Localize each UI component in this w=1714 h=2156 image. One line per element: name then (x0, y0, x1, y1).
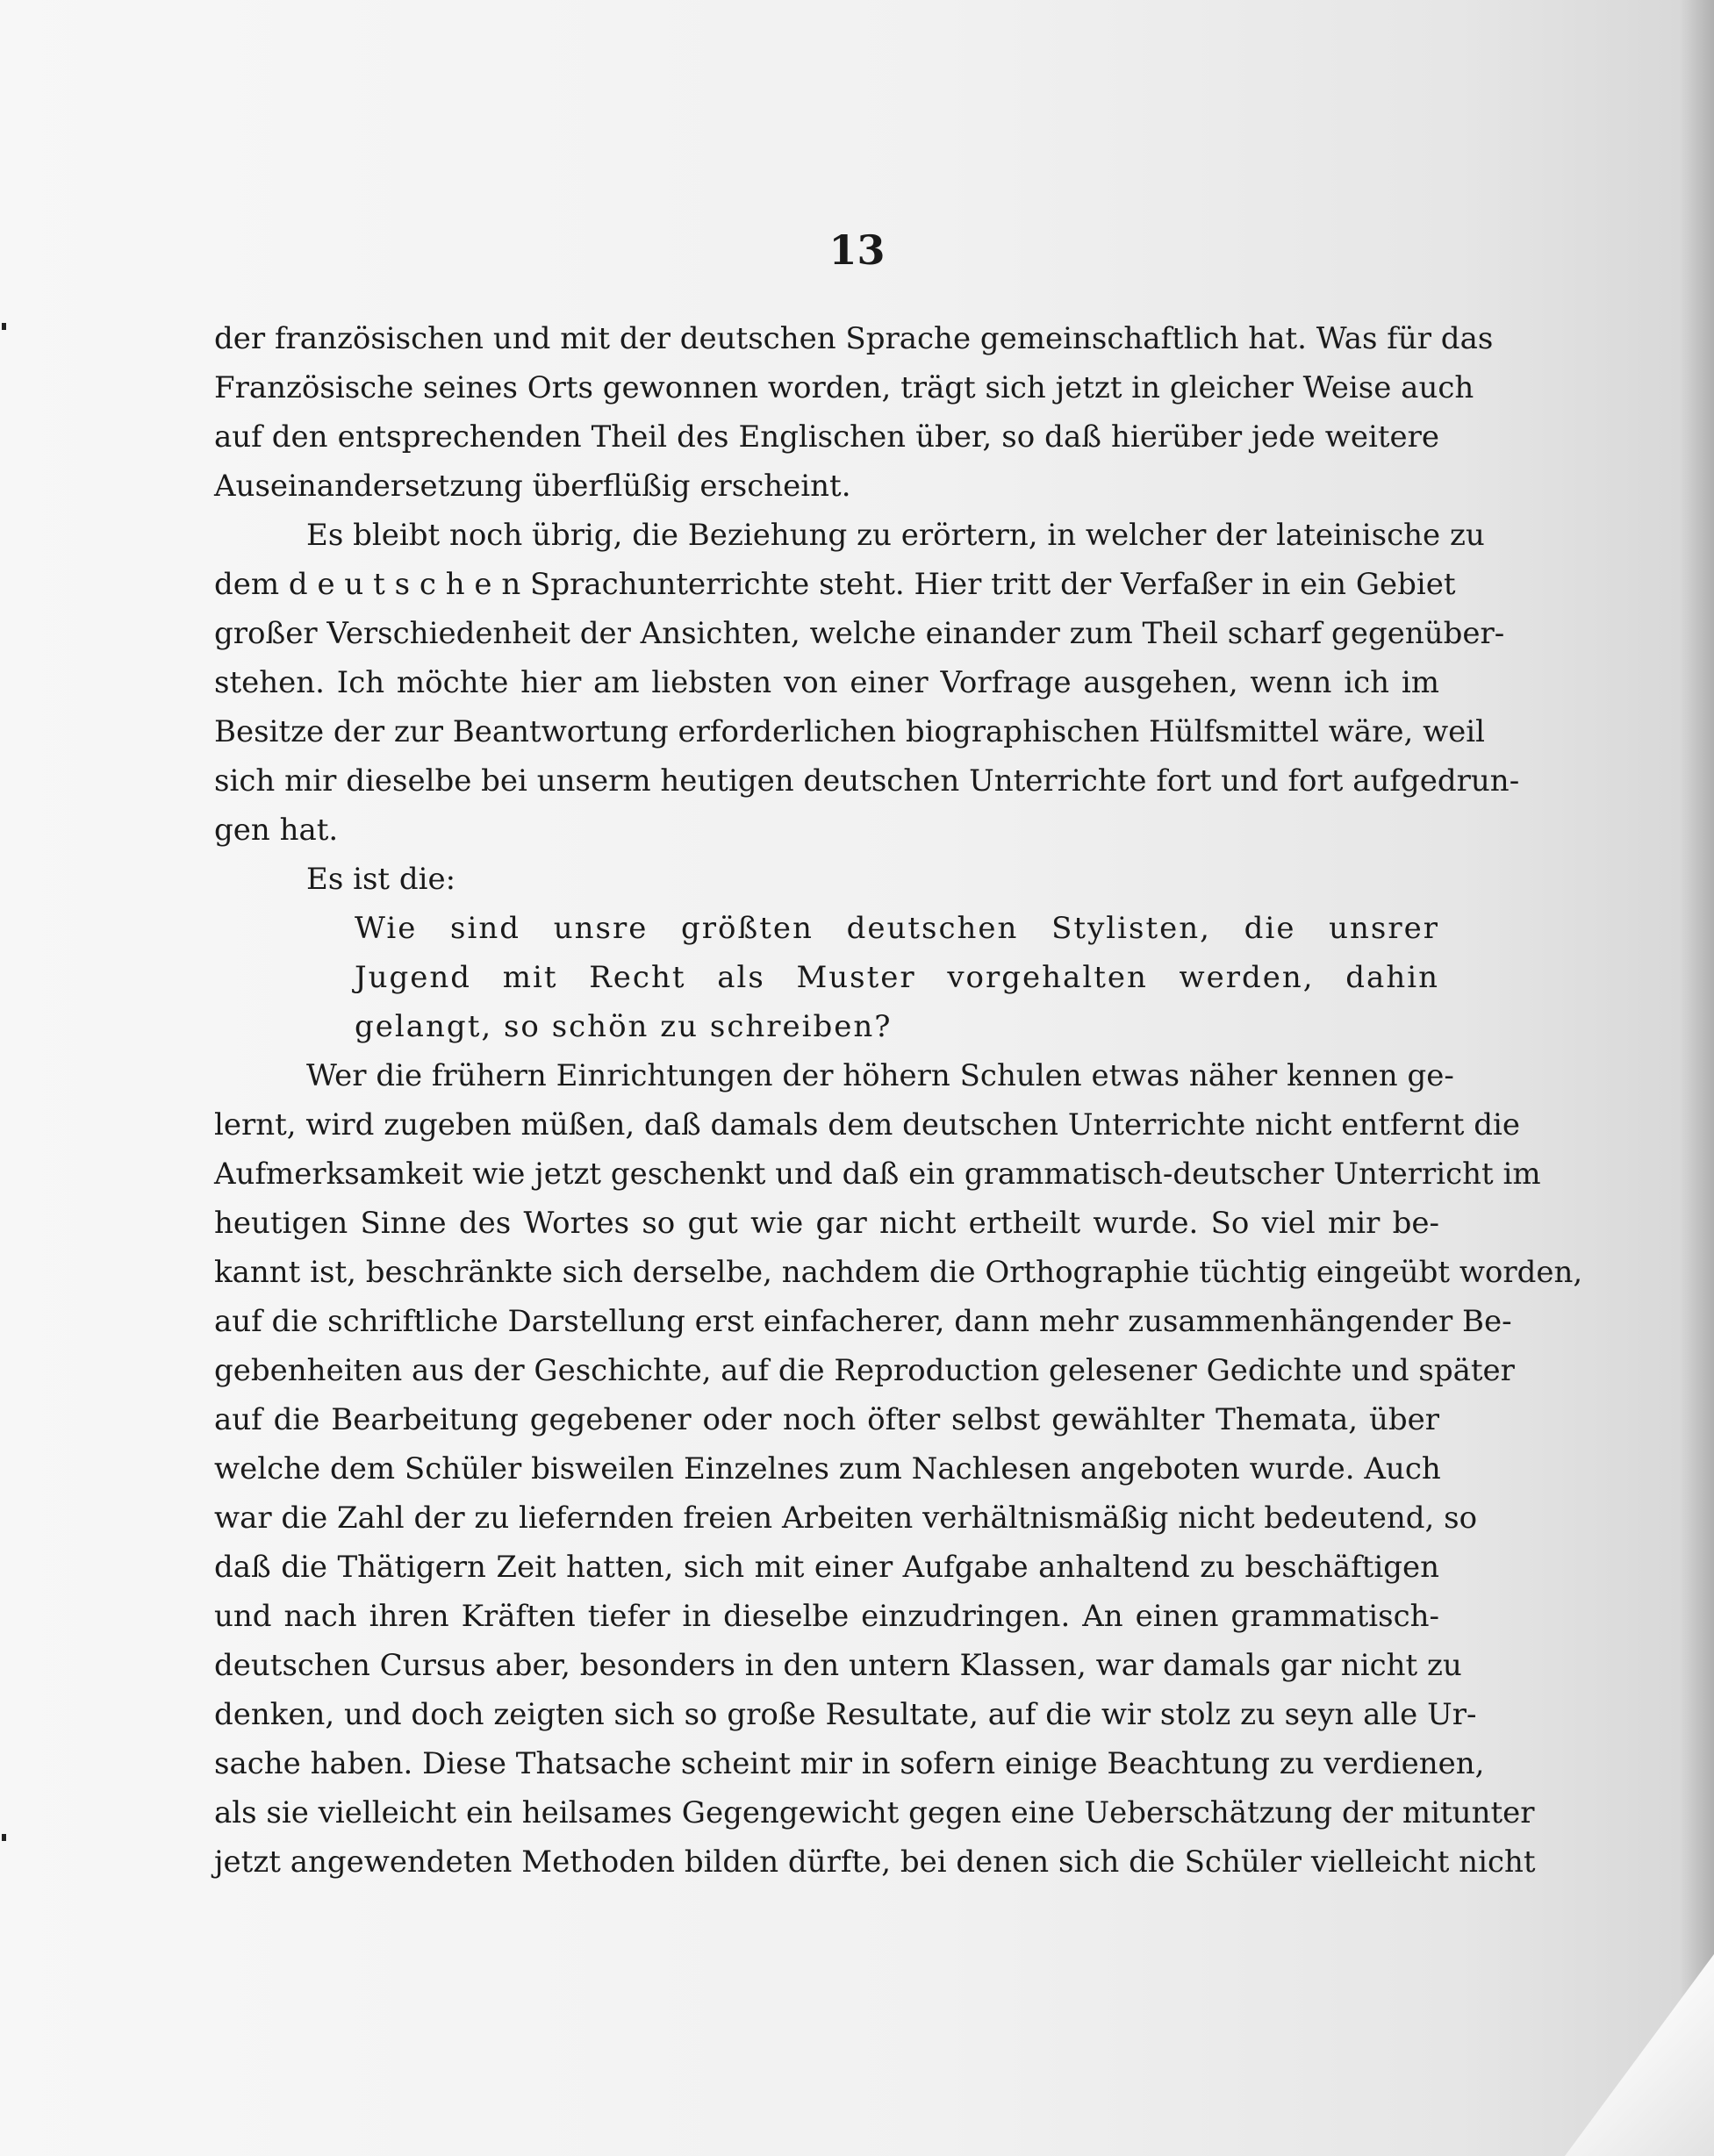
text-line: Auseinandersetzung überflüßig erscheint. (214, 469, 851, 504)
text-line: heutigen Sinne des Wortes so gut wie gar nicht ertheilt wurde. So viel mir be- (214, 1206, 1439, 1241)
text-line: Es ist die: (306, 862, 456, 897)
text-line: Besitze der zur Beantwortung erforderlichen biographischen Hülfsmittel wäre, weil (214, 714, 1486, 749)
text-line: stehen. Ich möchte hier am liebsten von einer Vorfrage ausgehen, wenn ich im (214, 665, 1439, 700)
text-line: auf die Bearbeitung gegebener oder noch öfter selbst gewählter Themata, über (214, 1402, 1439, 1437)
text-line: kannt ist, beschränkte sich derselbe, nachdem die Orthographie tüchtig eingeübt worden, (214, 1255, 1583, 1290)
text-line: und nach ihren Kräften tiefer in dieselbe einzudringen. An einen grammatisch- (214, 1599, 1439, 1634)
text-line: welche dem Schüler bisweilen Einzelnes zum Nachlesen angeboten wurde. Auch (214, 1451, 1441, 1486)
text-line: auf die schriftliche Darstellung erst einfacherer, dann mehr zusammenhängender Be- (214, 1304, 1512, 1339)
text-line: Französische seines Orts gewonnen worden, trägt sich jetzt in gleicher Weise auch (214, 370, 1474, 405)
text-line: als sie vielleicht ein heilsames Gegengewicht gegen eine Ueberschätzung der mitunter (214, 1795, 1535, 1830)
text-line: Jugend mit Recht als Muster vorgehalten werden, dahin (355, 960, 1439, 995)
text-line: jetzt angewendeten Methoden bilden dürfte, bei denen sich die Schüler vielleicht nicht (214, 1844, 1536, 1880)
text-line: gen hat. (214, 813, 339, 848)
text-line: gebenheiten aus der Geschichte, auf die Reproduction gelesener Gedichte und später (214, 1353, 1515, 1388)
margin-mark (2, 323, 6, 330)
page-number: 13 (828, 226, 886, 274)
text-line: sich mir dieselbe bei unserm heutigen deutschen Unterrichte fort und fort aufgedrun- (214, 763, 1520, 799)
text-line: sache haben. Diese Thatsache scheint mir in sofern einige Beachtung zu verdienen, (214, 1746, 1485, 1781)
text-line: deutschen Cursus aber, besonders in den untern Klassen, war damals gar nicht zu (214, 1648, 1462, 1683)
page-corner-curl (1565, 1954, 1714, 2156)
text-line: gelangt, so schön zu schreiben? (355, 1009, 893, 1044)
text-line: dem d e u t s c h e n Sprachunterrichte steht. Hier tritt der Verfaßer in ein Gebiet (214, 567, 1456, 602)
text-line: denken, und doch zeigten sich so große Resultate, auf die wir stolz zu seyn alle Ur- (214, 1697, 1477, 1732)
text-line: der französischen und mit der deutschen Sprache gemeinschaftlich hat. Was für das (214, 321, 1494, 356)
text-line: daß die Thätigern Zeit hatten, sich mit einer Aufgabe anhaltend zu beschäftigen (214, 1550, 1439, 1585)
text-line: großer Verschiedenheit der Ansichten, welche einander zum Theil scharf gegenüber- (214, 616, 1505, 651)
text-line: lernt, wird zugeben müßen, daß damals dem deutschen Unterrichte nicht entfernt die (214, 1107, 1521, 1142)
text-line: war die Zahl der zu liefernden freien Arbeiten verhältnismäßig nicht bedeutend, so (214, 1501, 1478, 1536)
text-line: Wie sind unsre größten deutschen Stylisten, die unsrer (355, 911, 1439, 946)
text-line: Wer die frühern Einrichtungen der höhern Schulen etwas näher kennen ge- (306, 1058, 1454, 1093)
margin-mark (2, 1834, 6, 1841)
text-line: Es bleibt noch übrig, die Beziehung zu erörtern, in welcher der lateinische zu (306, 518, 1485, 553)
text-line: Aufmerksamkeit wie jetzt geschenkt und daß ein grammatisch-deutscher Unterricht im (214, 1157, 1541, 1192)
text-line: auf den entsprechenden Theil des Englischen über, so daß hierüber jede weitere (214, 419, 1439, 455)
page-edge-shadow (1679, 0, 1714, 2156)
body-text (214, 314, 1583, 1887)
